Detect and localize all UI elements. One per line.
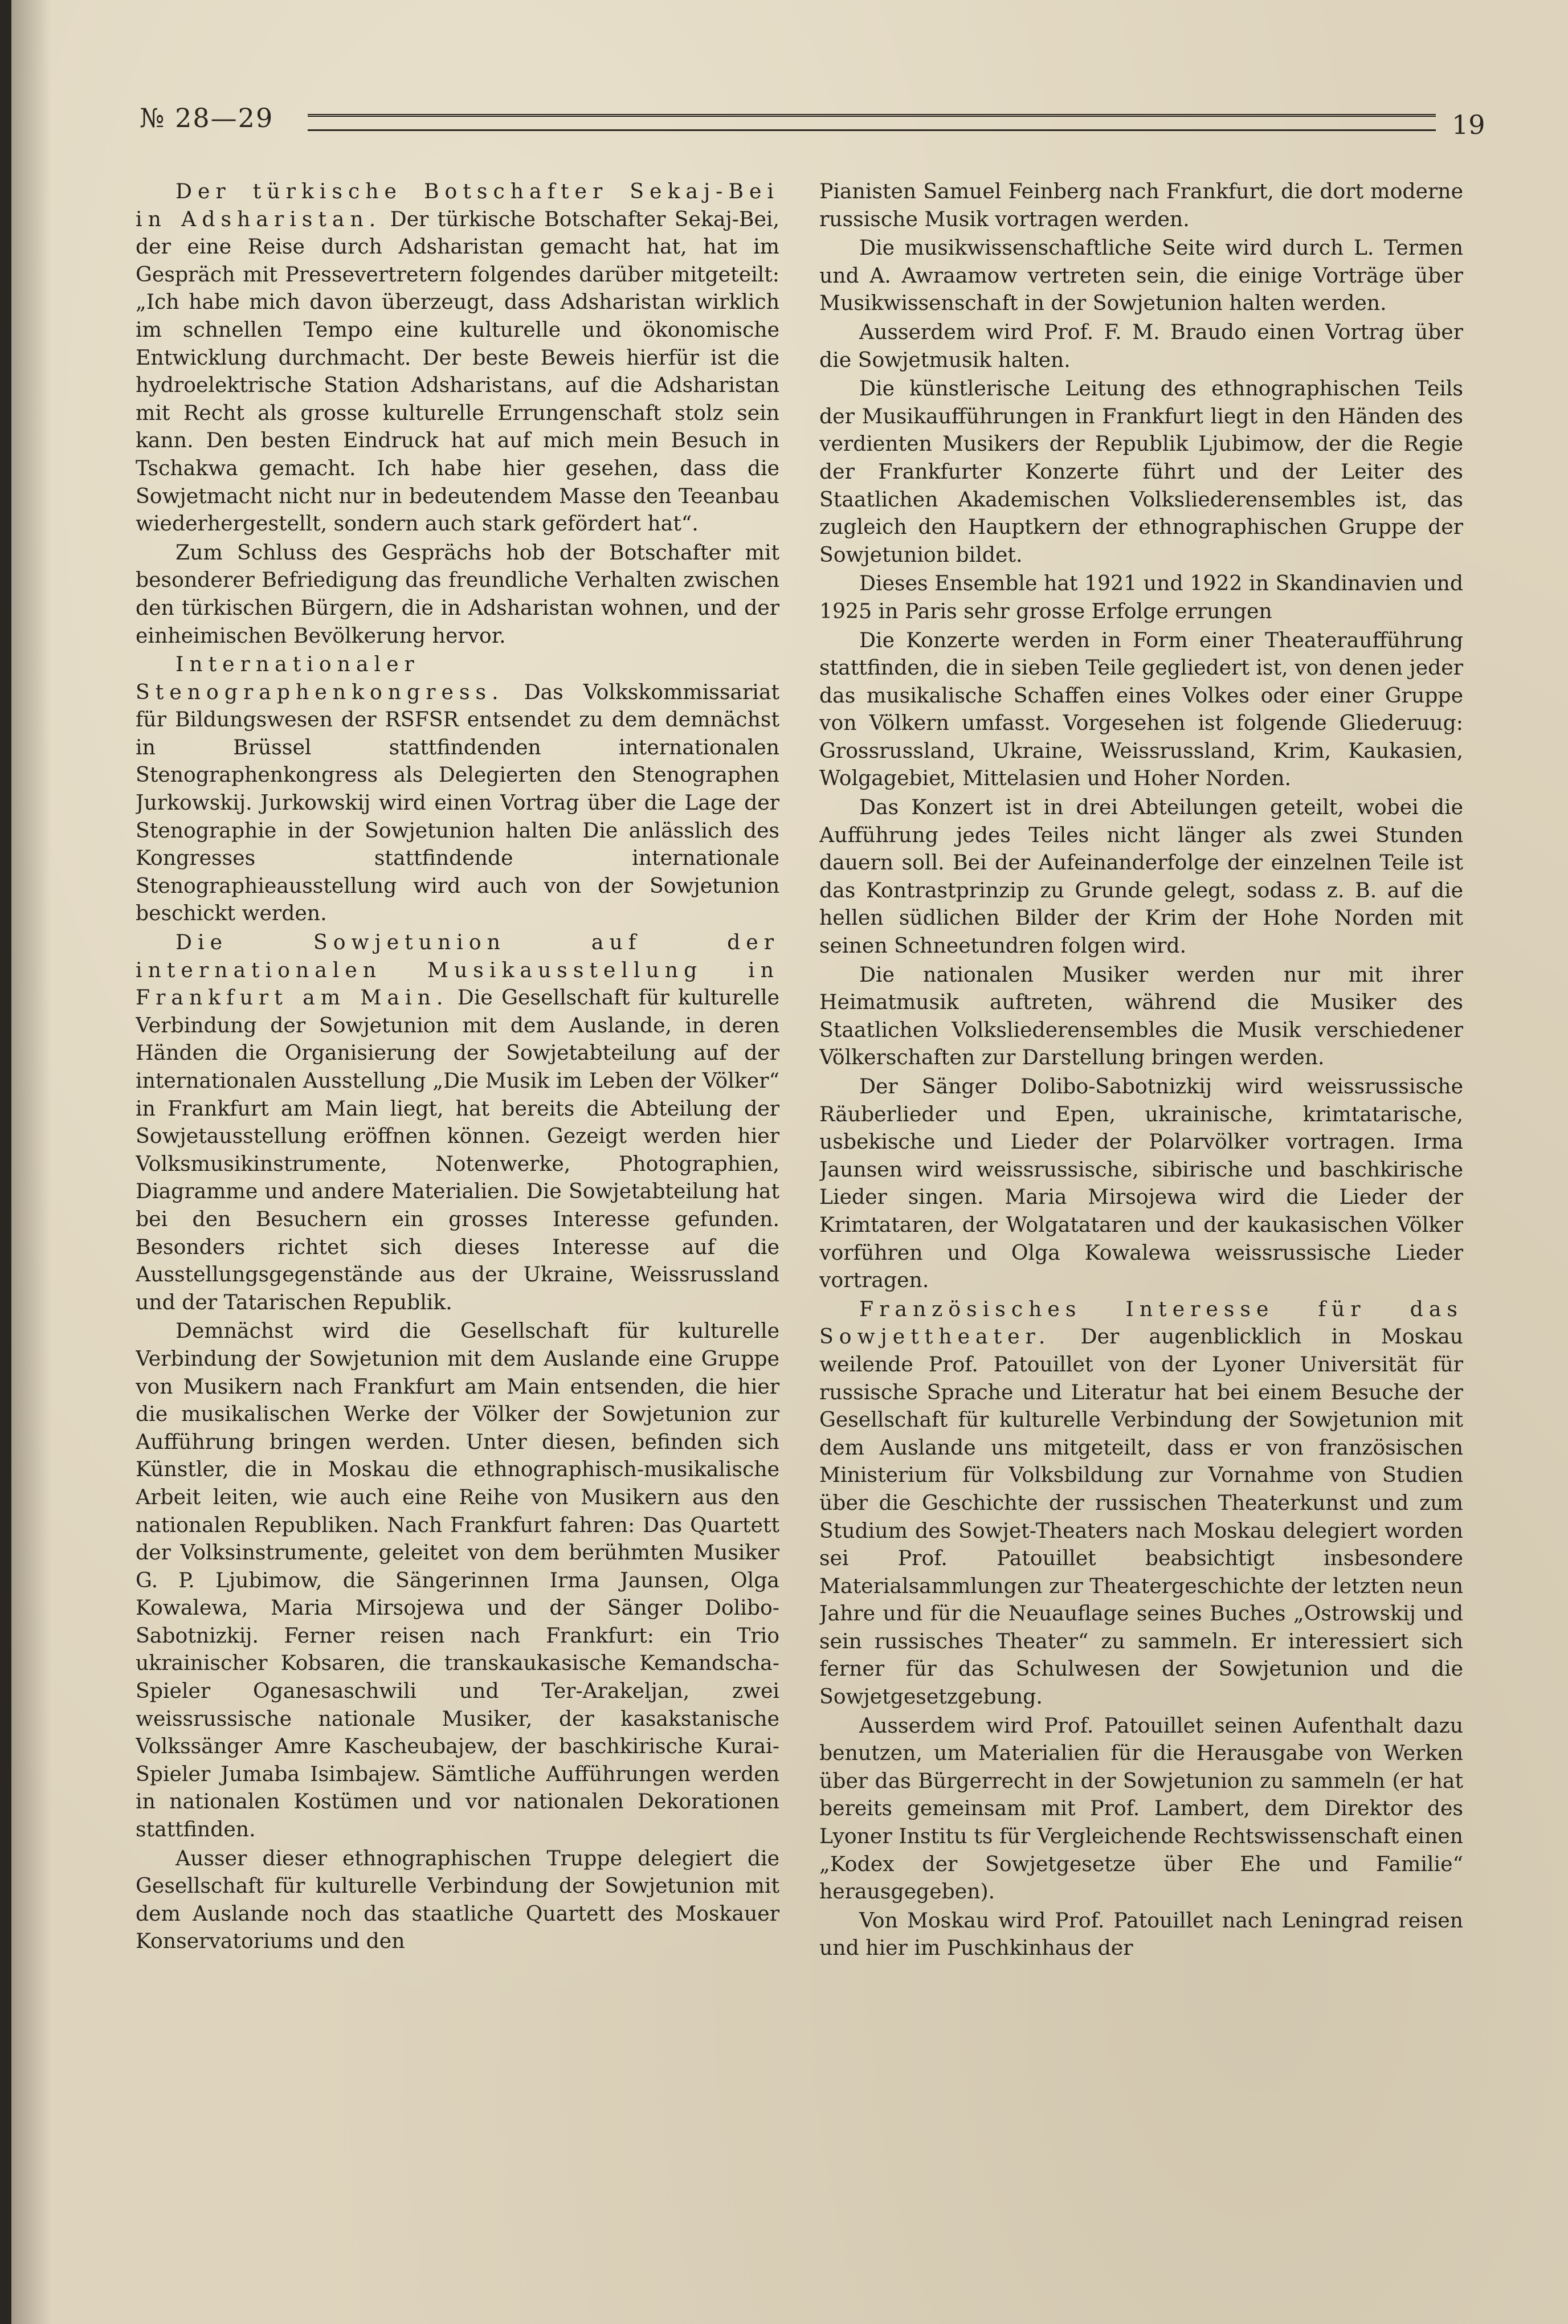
paragraph-text: Ausserdem wird Prof. Patouillet seinen Aufenthalt dazu benutzen, um Materialien für die Herausgabe von Werken über das Bürgerrecht in der Sowjetunion zu sammeln (er hat bereits gemeinsam mit Prof. Lambert, dem Direktor des Lyoner Institu ts für Vergleichende Rechtswissenschaft einen „Kodex der Sowjetgesetze über Ehe und Familie“ herausgegeben). bbox=[819, 1713, 1463, 1904]
article-paragraph bbox=[819, 178, 1463, 233]
article-paragraph bbox=[136, 178, 779, 538]
paragraph-text: Die musikwissenschaftliche Seite wird durch L. Termen und A. Awraamow vertreten sein, die einige Vorträge über Musikwissenschaft in der Sowjetunion halten werden. bbox=[819, 235, 1463, 316]
paragraph-text: Von Moskau wird Prof. Patouillet nach Leningrad reisen und hier im Puschkinhaus der bbox=[819, 1908, 1463, 1961]
paragraph-text: Die künstlerische Leitung des ethnographischen Teils der Musikaufführungen in Frankfurt liegt in den Händen des verdienten Musikers der Republik Ljubimow, der die Regie der Frankfurter Konzerte führt und der Leiter des Staatlichen Akademischen Volksliederensembles ist, das zugleich den Hauptkern der ethnographischen Gruppe der Sowjetunion bildet. bbox=[819, 376, 1463, 567]
article-paragraph bbox=[136, 1317, 779, 1843]
newspaper-page bbox=[11, 0, 1568, 2324]
article-headline: Internationaler Stenographenkongress. bbox=[136, 652, 504, 704]
left-column bbox=[136, 178, 779, 2286]
article-paragraph bbox=[136, 929, 779, 1316]
paragraph-text: Ausserdem wird Prof. F. M. Braudo einen Vortrag über die Sowjetmusik halten. bbox=[819, 319, 1463, 372]
paragraph-text: Demnächst wird die Gesellschaft für kulturelle Verbindung der Sowjetunion mit dem Auslande eine Gruppe von Musikern nach Frankfurt am Main entsenden, die hier die musikalischen Werke der Völker der Sowjetunion zur Aufführung bringen werden. Unter diesen, befinden sich Künstler, die in Moskau die ethnographisch-musikalische Arbeit leiten, wie auch eine Reihe von Musikern aus den nationalen Republiken. Nach Frankfurt fahren: Das Quartett der Volksinstrumente, geleitet von dem berühmten Musiker G. P. Ljubimow, die Sängerinnen Irma Jaunsen, Olga Kowalewa, Maria Mirsojewa und der Sänger Dolibo-Sabotnizkij. Ferner reisen nach Frankfurt: ein Trio ukrainischer Kobsaren, die transkaukasische Kemandscha-Spieler Oganesaschwili und Ter-Arakeljan, zwei weissrussische nationale Musiker, der kasakstanische Volkssänger Amre Kascheubajew, der baschkirische Kurai-Spieler Jumaba Isimbajew. Sämtliche Aufführungen werden in nationalen Kostümen und vor nationalen Dekorationen stattfinden. bbox=[136, 1318, 779, 1842]
article-headline: Die Sowjetunion auf der internationalen Musikausstellung in Frankfurt am Main. bbox=[136, 930, 779, 1010]
right-column bbox=[819, 178, 1463, 2286]
article-paragraph bbox=[819, 1296, 1463, 1711]
paragraph-text: Der türkische Botschafter Sekaj-Bei, der eine Reise durch Adsharistan gemacht hat, hat im Gespräch mit Pressevertretern folgendes darüber mitgeteilt: „Ich habe mich davon überzeugt, dass Adsharistan wirklich im schnellen Tempo eine kulturelle und ökonomische Entwicklung durchmacht. Der beste Beweis hierfür ist die hydroelektrische Station Adsharistans, auf die Adsharistan mit Recht als grosse kulturelle Errungenschaft stolz sein kann. Den besten Eindruck hat auf mich mein Besuch in Tschakwa gemacht. Ich habe hier gesehen, dass die Sowjetmacht nicht nur in bedeutendem Masse den Teeanbau wiederhergestellt, sondern auch stark gefördert hat“. bbox=[136, 206, 779, 536]
paragraph-text: Ausser dieser ethnographischen Truppe delegiert die Gesellschaft für kulturelle Verbindung der Sowjetunion mit dem Auslande noch das staatliche Quartett des Moskauer Konservatoriums und den bbox=[136, 1845, 779, 1954]
article-paragraph bbox=[136, 1845, 779, 1955]
paragraph-text: Zum Schluss des Gesprächs hob der Botschafter mit besonderer Befriedigung das freundliche Verhalten zwischen den türkischen Bürgern, die in Adsharistan wohnen, und der einheimischen Bevölkerung hervor. bbox=[136, 540, 779, 648]
binding-gutter bbox=[11, 0, 51, 2324]
page-number: 19 bbox=[1452, 109, 1485, 140]
article-headline: Der türkische Botschafter Sekaj-Bei in Adsharistan. bbox=[136, 179, 779, 231]
article-paragraph bbox=[819, 234, 1463, 317]
paragraph-text: Der augenblicklich in Moskau weilende Prof. Patouillet von der Lyoner Universität für russische Sprache und Literatur hat bei einem Besuche der Gesellschaft für kulturelle Verbindung der Sowjetunion mit dem Auslande uns mitgeteilt, dass er von französischen Ministerium für Volksbildung zur Vornahme von Studien über die Geschichte der russischen Theaterkunst und zum Studium des Sowjet-Theaters nach Moskau delegiert worden sei Prof. Patouillet beabsichtigt insbesondere Materialsammlungen zur Theatergeschichte der letzten neun Jahre und für die Neuauflage seines Buches „Ostrowskij und sein russisches Theater“ zu sammeln. Er interessiert sich ferner für das Schulwesen der Sowjetunion und die Sowjetgesetzgebung. bbox=[819, 1324, 1463, 1709]
article-paragraph bbox=[819, 1073, 1463, 1294]
paragraph-text: Das Konzert ist in drei Abteilungen geteilt, wobei die Aufführung jedes Teiles nicht länger als zwei Stunden dauern soll. Bei der Aufeinanderfolge der einzelnen Teile ist das Kontrastprinzip zu Grunde gelegt, sodass z. B. auf die hellen südlichen Bilder der Krim der Hohe Norden mit seinen Schneetundren folgen wird. bbox=[819, 795, 1463, 958]
paragraph-text: Das Volkskommissariat für Bildungswesen der RSFSR entsendet zu dem demnächst in Brüssel stattfindenden internationalen Stenographenkongress als Delegierten den Stenographen Jurkowskij. Jurkowskij wird einen Vortrag über die Lage der Stenographie in der Sowjetunion halten Die anlässlich des Kongresses stattfindende internationale Stenographieausstellung wird auch von der Sowjetunion beschickt werden. bbox=[136, 679, 779, 926]
article-paragraph bbox=[819, 794, 1463, 960]
article-headline: Französisches Interesse für das Sowjettheater. bbox=[819, 1296, 1463, 1349]
paragraph-text: Der Sänger Dolibo-Sabotnizkij wird weissrussische Räuberlieder und Epen, ukrainische, krimtatarische, usbekische und Lieder der Polarvölker vortragen. Irma Jaunsen wird weissrussische, sibirische und baschkirische Lieder singen. Maria Mirsojewa wird die Lieder der Krimtataren, der Wolgatataren und der kaukasischen Völker vorführen und Olga Kowalewa weissrussische Lieder vortragen. bbox=[819, 1074, 1463, 1293]
article-paragraph bbox=[136, 651, 779, 928]
article-paragraph bbox=[136, 539, 779, 650]
paragraph-text: Pianisten Samuel Feinberg nach Frankfurt, die dort moderne russische Musik vortragen werden. bbox=[819, 179, 1463, 231]
paragraph-text: Die nationalen Musiker werden nur mit ihrer Heimatmusik auftreten, während die Musiker des Staatlichen Volksliederensembles die Musik verschiedener Völkerschaften zur Darstellung bringen werden. bbox=[819, 962, 1463, 1070]
article-paragraph bbox=[819, 1712, 1463, 1906]
article-paragraph bbox=[819, 570, 1463, 625]
issue-number: № 28—29 bbox=[140, 103, 274, 133]
header-rule bbox=[308, 114, 1436, 131]
paragraph-text: Die Gesellschaft für kulturelle Verbindung der Sowjetunion mit dem Auslande, in deren Händen die Organisierung der Sowjetabteilung auf der internationalen Ausstellung „Die Musik im Leben der Völker“ in Frankfurt am Main liegt, hat bereits die Abteilung der Sowjetausstellung eröffnen können. Gezeigt werden hier Volksmusikinstrumente, Notenwerke, Photographien, Diagramme und andere Materialien. Die Sowjetabteilung hat bei den Besuchern ein grosses Interesse gefunden. Besonders richtet sich dieses Interesse auf die Ausstellungsgegenstände aus der Ukraine, Weissrussland und der Tatarischen Republik. bbox=[136, 985, 779, 1314]
article-paragraph bbox=[819, 627, 1463, 793]
paragraph-text: Dieses Ensemble hat 1921 und 1922 in Skandinavien und 1925 in Paris sehr grosse Erfolge errungen bbox=[819, 571, 1463, 623]
paragraph-text: Die Konzerte werden in Form einer Theateraufführung stattfinden, die in sieben Teile gegliedert ist, von denen jeder das musikalische Schaffen eines Volkes oder einer Gruppe von Völkern umfasst. Vorgesehen ist folgende Gliederuug: Grossrussland, Ukraine, Weissrussland, Krim, Kaukasien, Wolgagebiet, Mittelasien und Hoher Norden. bbox=[819, 627, 1463, 791]
article-paragraph bbox=[819, 1907, 1463, 1962]
article-paragraph bbox=[819, 375, 1463, 569]
article-paragraph bbox=[819, 318, 1463, 374]
article-paragraph bbox=[819, 961, 1463, 1072]
